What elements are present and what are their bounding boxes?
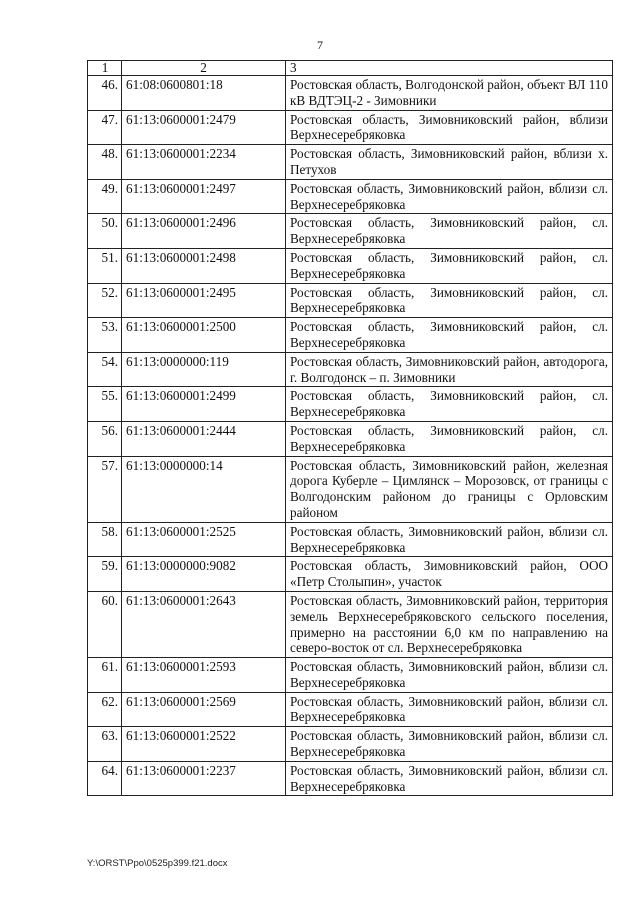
row-number: 52. xyxy=(88,283,122,318)
location-description: Ростовская область, Волгодонской район, объект ВЛ 110 кВ ВДТЭЦ-2 - Зимовники xyxy=(286,76,613,111)
table-row xyxy=(88,761,613,796)
row-number: 48. xyxy=(88,145,122,180)
location-description: Ростовская область, Зимовниковский район, вблизи сл. Верхнесеребряковка xyxy=(286,179,613,214)
location-description: Ростовская область, Зимовниковский район, вблизи х. Петухов xyxy=(286,145,613,180)
row-number: 46. xyxy=(88,76,122,111)
table-row xyxy=(88,110,613,145)
column-header-1: 1 xyxy=(88,61,122,76)
row-number: 55. xyxy=(88,387,122,422)
location-description: Ростовская область, Зимовниковский район, вблизи сл. Верхнесеребряковка xyxy=(286,522,613,557)
location-description: Ростовская область, Зимовниковский район, вблизи сл. Верхнесеребряковка xyxy=(286,692,613,727)
cadastral-number: 61:13:0000000:9082 xyxy=(122,557,286,592)
table-row xyxy=(88,456,613,522)
cadastral-number: 61:13:0600001:2496 xyxy=(122,214,286,249)
table-row xyxy=(88,557,613,592)
table-row xyxy=(88,421,613,456)
location-description: Ростовская область, Зимовниковский район, вблизи сл. Верхнесеребряковка xyxy=(286,761,613,796)
cadastral-number: 61:13:0600001:2479 xyxy=(122,110,286,145)
file-path-footer: Y:\ORST\Ppo\0525p399.f21.docx xyxy=(87,858,228,869)
table-row xyxy=(88,76,613,111)
row-number: 59. xyxy=(88,557,122,592)
location-description: Ростовская область, Зимовниковский район, сл. Верхнесеребряковка xyxy=(286,248,613,283)
cadastral-number: 61:13:0600001:2234 xyxy=(122,145,286,180)
table-row xyxy=(88,522,613,557)
column-header-2: 2 xyxy=(122,61,286,76)
cadastral-number: 61:13:0600001:2499 xyxy=(122,387,286,422)
cadastral-number: 61:08:0600801:18 xyxy=(122,76,286,111)
location-description: Ростовская область, Зимовниковский район, автодорога, г. Волгодонск – п. Зимовники xyxy=(286,352,613,387)
cadastral-number: 61:13:0600001:2643 xyxy=(122,591,286,657)
table-row xyxy=(88,692,613,727)
table-row xyxy=(88,318,613,353)
row-number: 50. xyxy=(88,214,122,249)
row-number: 57. xyxy=(88,456,122,522)
cadastral-number: 61:13:0600001:2593 xyxy=(122,658,286,693)
cadastral-number: 61:13:0600001:2525 xyxy=(122,522,286,557)
table-row xyxy=(88,179,613,214)
cadastral-number: 61:13:0600001:2569 xyxy=(122,692,286,727)
row-number: 53. xyxy=(88,318,122,353)
location-description: Ростовская область, Зимовниковский район, сл. Верхнесеребряковка xyxy=(286,421,613,456)
row-number: 51. xyxy=(88,248,122,283)
cadastral-number: 61:13:0600001:2497 xyxy=(122,179,286,214)
row-number: 62. xyxy=(88,692,122,727)
table-row xyxy=(88,727,613,762)
cadastral-number: 61:13:0600001:2500 xyxy=(122,318,286,353)
row-number: 56. xyxy=(88,421,122,456)
cadastral-number: 61:13:0600001:2495 xyxy=(122,283,286,318)
table-row xyxy=(88,248,613,283)
location-description: Ростовская область, Зимовниковский район, сл. Верхнесеребряковка xyxy=(286,214,613,249)
table-row xyxy=(88,591,613,657)
location-description: Ростовская область, Зимовниковский район, вблизи сл. Верхнесеребряковка xyxy=(286,658,613,693)
location-description: Ростовская область, Зимовниковский район, ООО «Петр Столыпин», участок xyxy=(286,557,613,592)
table-row xyxy=(88,387,613,422)
table-row xyxy=(88,214,613,249)
table-row xyxy=(88,145,613,180)
row-number: 64. xyxy=(88,761,122,796)
location-description: Ростовская область, Зимовниковский район, сл. Верхнесеребряковка xyxy=(286,283,613,318)
cadastral-number: 61:13:0600001:2522 xyxy=(122,727,286,762)
location-description: Ростовская область, Зимовниковский район, территория земель Верхнесеребряковского сельского поселения, примерно на расстоянии 6,0 км по направлению на северо-восток от сл. Верхнесеребряковка xyxy=(286,591,613,657)
row-number: 47. xyxy=(88,110,122,145)
table-header-row xyxy=(88,61,613,76)
row-number: 58. xyxy=(88,522,122,557)
cadastral-number: 61:13:0600001:2498 xyxy=(122,248,286,283)
location-description: Ростовская область, Зимовниковский район, вблизи Верхнесеребряковка xyxy=(286,110,613,145)
row-number: 49. xyxy=(88,179,122,214)
cadastral-number: 61:13:0000000:14 xyxy=(122,456,286,522)
cadastral-number: 61:13:0600001:2237 xyxy=(122,761,286,796)
table-row xyxy=(88,283,613,318)
location-description: Ростовская область, Зимовниковский район, сл. Верхнесеребряковка xyxy=(286,387,613,422)
table-row xyxy=(88,658,613,693)
cadastral-number: 61:13:0600001:2444 xyxy=(122,421,286,456)
location-description: Ростовская область, Зимовниковский район, вблизи сл. Верхнесеребряковка xyxy=(286,727,613,762)
cadastral-table xyxy=(87,60,613,796)
row-number: 61. xyxy=(88,658,122,693)
page-number: 7 xyxy=(317,38,323,52)
row-number: 63. xyxy=(88,727,122,762)
location-description: Ростовская область, Зимовниковский район, железная дорога Куберле – Цимлянск – Морозовск, от границы с Волгодонским районом до границы с Орловским районом xyxy=(286,456,613,522)
row-number: 54. xyxy=(88,352,122,387)
column-header-3: 3 xyxy=(286,61,613,76)
table-row xyxy=(88,352,613,387)
row-number: 60. xyxy=(88,591,122,657)
cadastral-number: 61:13:0000000:119 xyxy=(122,352,286,387)
location-description: Ростовская область, Зимовниковский район, сл. Верхнесеребряковка xyxy=(286,318,613,353)
